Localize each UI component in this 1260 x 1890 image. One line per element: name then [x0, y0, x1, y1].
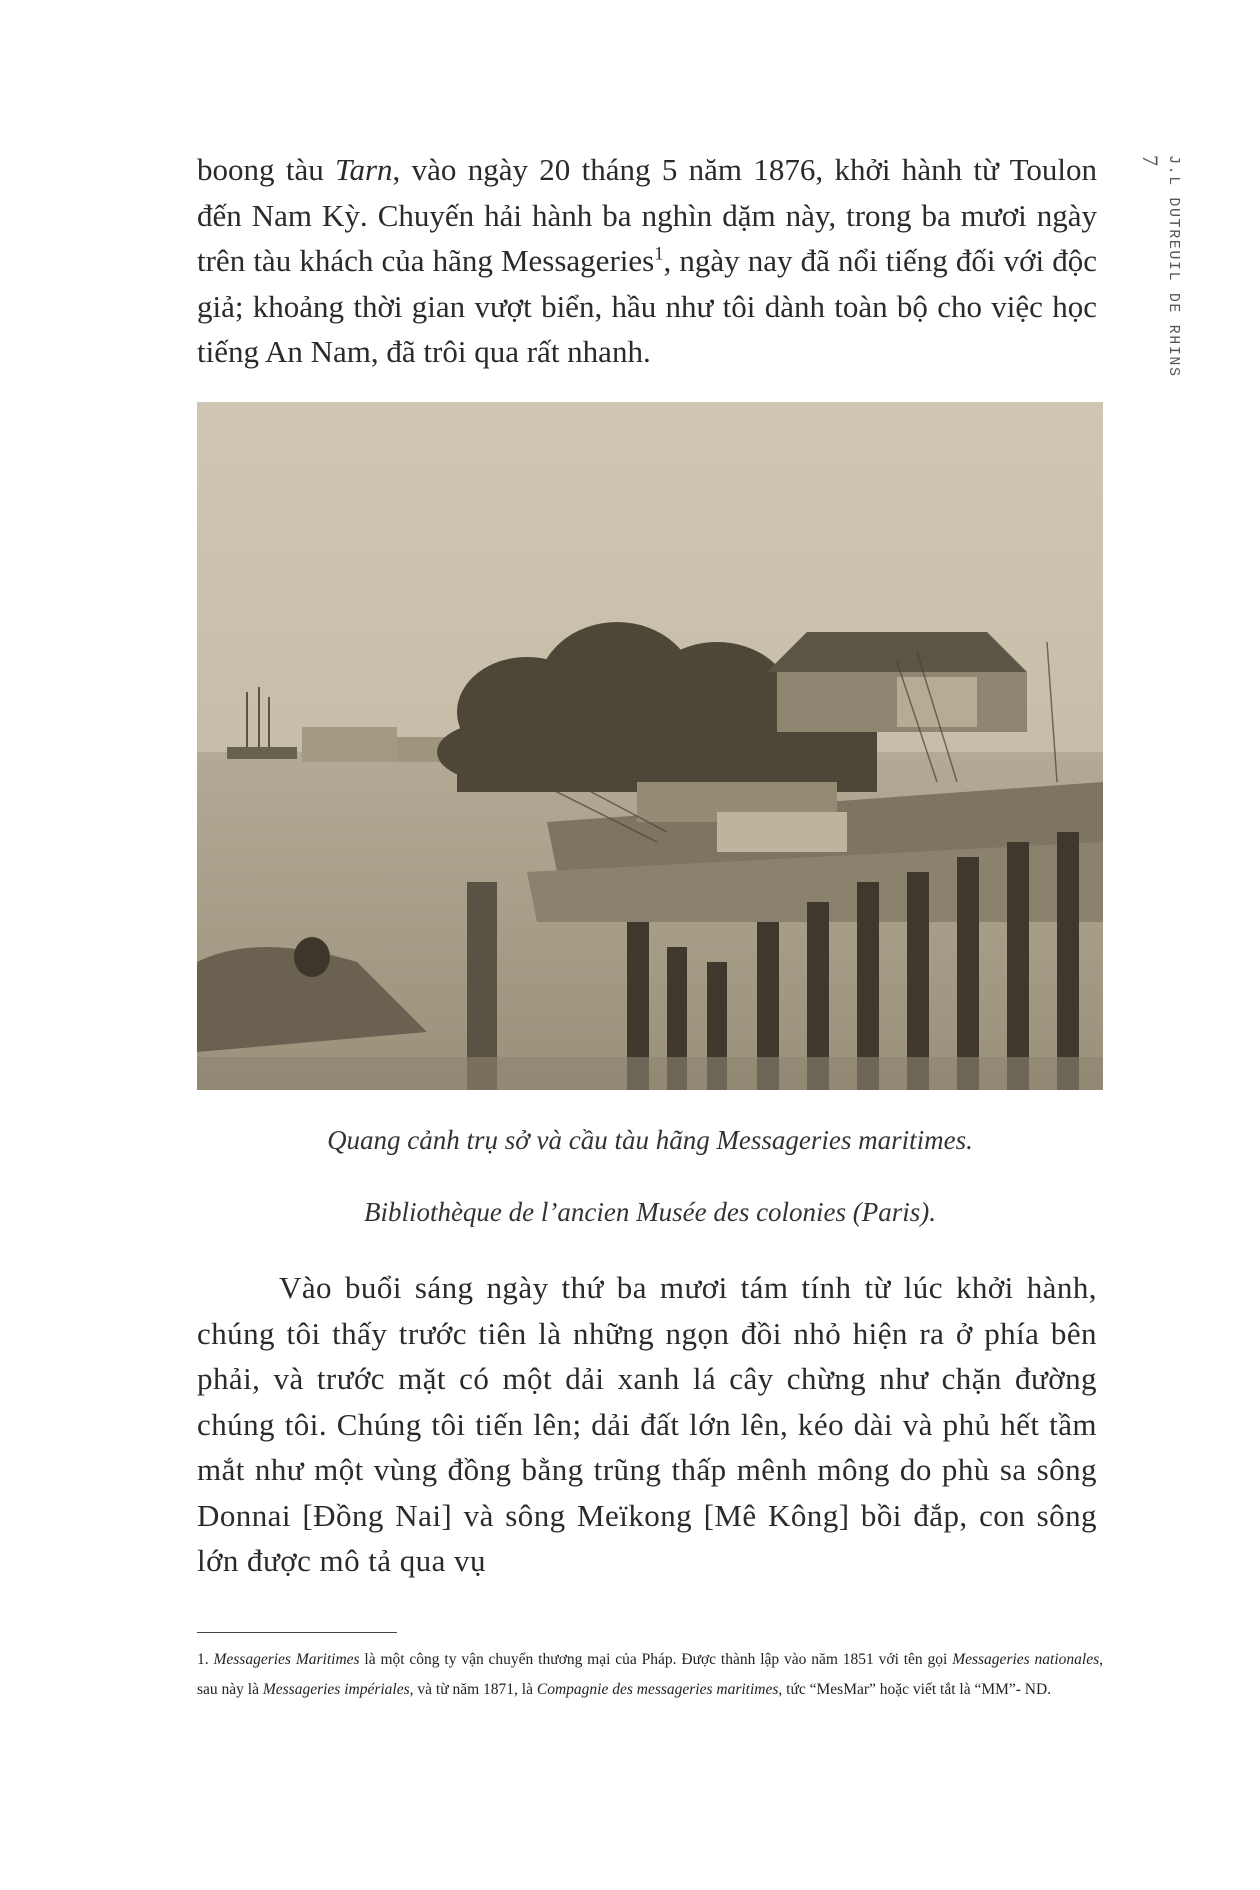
- harbor-photo-illustration: [197, 402, 1103, 1090]
- ship-name: Tarn: [335, 152, 393, 187]
- footnote-text: Messageries Maritimes: [213, 1651, 360, 1668]
- footnote-reference[interactable]: 1: [654, 243, 664, 265]
- footnote-number: 1.: [197, 1651, 214, 1668]
- paragraph-text: boong tàu: [197, 152, 336, 187]
- paragraph-text: , ngày nay đã nổi tiếng đối với độc giả; khoảng thời gian vượt biển, hầu như tôi dành toàn bộ cho việc học tiếng An Nam, đã trôi qua rất nhanh.: [197, 243, 1097, 369]
- distant-buildings: [302, 727, 397, 762]
- historical-photograph: [197, 402, 1103, 1090]
- footnote-text: Messageries impériales: [262, 1681, 410, 1698]
- footnote-text: là một công ty vận chuyển thương mại của Pháp. Được thành lập vào năm 1851 với tên gọi: [359, 1651, 953, 1668]
- distant-steamship: [227, 747, 297, 759]
- footnote-text: Messageries nationales: [952, 1651, 1100, 1668]
- footnote-text: , và từ năm 1871, là: [409, 1681, 537, 1698]
- footnote-text: , tức “MesMar” hoặc viết tắt là “MM”- ND.: [778, 1681, 1052, 1698]
- figure-caption: Quang cảnh trụ sở và cầu tàu hãng Messageries maritimes.: [327, 1125, 973, 1155]
- footnote-text: , sau này là: [197, 1651, 1104, 1698]
- page-number: 7: [1138, 155, 1163, 166]
- footnote: [197, 1645, 1103, 1705]
- running-header: J.L DUTREUIL DE RHINS: [1165, 155, 1182, 378]
- footnote-divider: [197, 1632, 397, 1633]
- footnote-text: Compagnie des messageries maritimes: [536, 1681, 779, 1698]
- figure-source: Bibliothèque de l’ancien Musée des colonies (Paris).: [363, 1197, 937, 1227]
- messageries-headquarters: [767, 632, 1027, 732]
- body-paragraph-1: [197, 147, 1097, 375]
- body-paragraph-2: Vào buổi sáng ngày thứ ba mươi tám tính từ lúc khởi hành, chúng tôi thấy trước tiên là những ngọn đồi nhỏ hiện ra ở phía bên phải, và trước mặt có một dải xanh lá cây chừng như chặn đường chúng tôi. Chúng tôi tiến lên; dải đất lớn lên, kéo dài và phủ hết tầm mắt như một vùng đồng bằng trũng thấp mênh mông do phù sa sông Donnai [Đồng Nai] và sông Meïkong [Mê Kông] bồi đắp, con sông lớn được mô tả qua vụ: [197, 1270, 1097, 1578]
- paragraph-text: , vào ngày 20 tháng 5 năm 1876, khởi hành từ Toulon đến Nam Kỳ. Chuyến hải hành ba nghìn dặm này, trong ba mươi ngày trên tàu khách của hãng Messageries: [197, 152, 1097, 278]
